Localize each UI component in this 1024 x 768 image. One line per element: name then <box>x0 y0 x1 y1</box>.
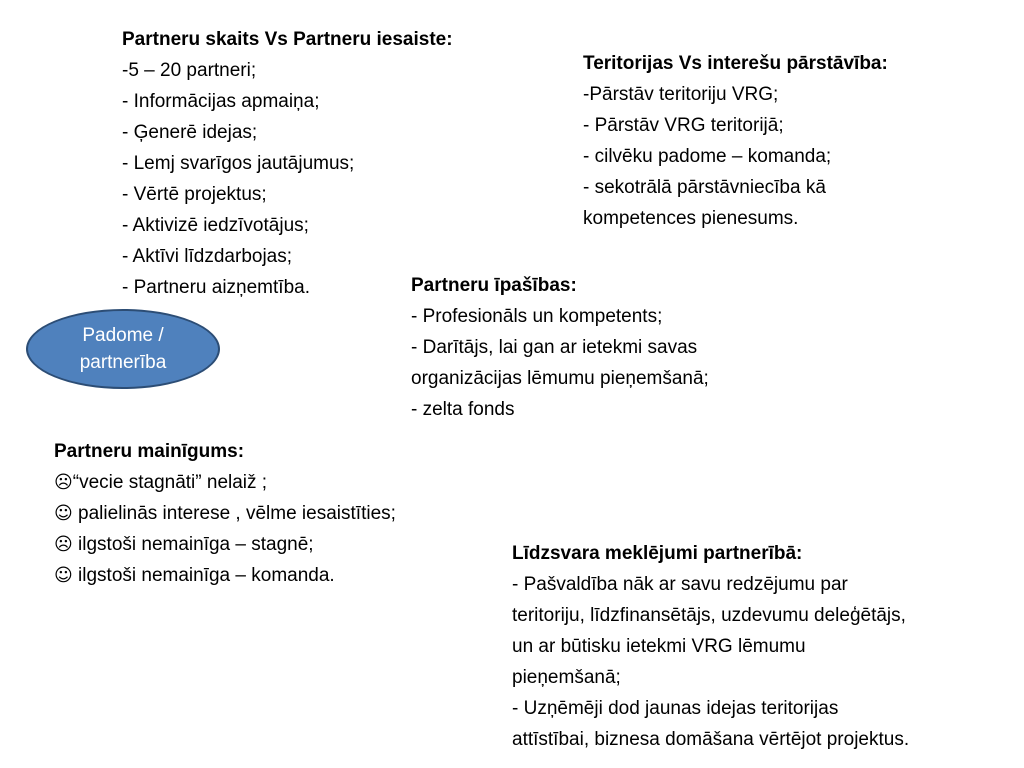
properties-item: organizācijas lēmumu pieņemšanā; <box>411 368 709 389</box>
balance-title: Līdzsvara meklējumi partnerībā: <box>512 543 803 564</box>
partner-count-item: - Ģenerē idejas; <box>122 122 258 143</box>
partner-count-item: - Aktīvi līdzdarbojas; <box>122 246 293 267</box>
variability-item <box>54 529 396 560</box>
variability-item-text: ilgstoši nemainīga – stagnē; <box>72 534 314 555</box>
territories-item: - sekotrālā pārstāvniecība kā <box>583 177 826 198</box>
properties-block <box>411 270 709 425</box>
council-partnership-ellipse <box>26 309 220 389</box>
balance-item: - Uzņēmēji dod jaunas idejas teritorijas <box>512 698 839 719</box>
balance-block <box>512 538 909 755</box>
partner-count-item: - Aktivizē iedzīvotājus; <box>122 215 309 236</box>
balance-item: un ar būtisku ietekmi VRG lēmumu <box>512 636 806 657</box>
properties-item: - Profesionāls un kompetents; <box>411 306 663 327</box>
partner-count-block <box>122 24 453 303</box>
territories-item: -Pārstāv teritoriju VRG; <box>583 84 779 105</box>
variability-item <box>54 560 396 591</box>
partner-count-item: -5 – 20 partneri; <box>122 60 257 81</box>
partner-count-item: - Partneru aizņemtība. <box>122 277 310 298</box>
partner-count-item: - Vērtē projektus; <box>122 184 267 205</box>
balance-item: attīstībai, biznesa domāšana vērtējot projektus. <box>512 729 910 750</box>
territories-item: kompetences pienesums. <box>583 208 799 229</box>
balance-item: - Pašvaldība nāk ar savu redzējumu par <box>512 574 848 595</box>
territories-item: - cilvēku padome – komanda; <box>583 146 832 167</box>
variability-item-text: ilgstoši nemainīga – komanda. <box>72 565 335 586</box>
variability-item <box>54 498 396 529</box>
balance-item: teritoriju, līdzfinansētājs, uzdevumu deleģētājs, <box>512 605 906 626</box>
variability-block <box>54 436 396 591</box>
frown-icon: ☹ <box>54 472 73 493</box>
properties-title: Partneru īpašības: <box>411 275 577 296</box>
ellipse-label-line1: Padome / <box>82 325 164 346</box>
smile-icon: ☺ <box>54 565 73 586</box>
territories-block <box>583 48 888 234</box>
variability-title: Partneru mainīgums: <box>54 441 245 462</box>
properties-item: - zelta fonds <box>411 399 515 420</box>
partner-count-item: - Lemj svarīgos jautājumus; <box>122 153 355 174</box>
territories-title: Teritorijas Vs interešu pārstāvība: <box>583 53 888 74</box>
variability-item-text: palielinās interese , vēlme iesaistīties; <box>72 503 396 524</box>
territories-item: - Pārstāv VRG teritorijā; <box>583 115 784 136</box>
partner-count-item: - Informācijas apmaiņa; <box>122 91 320 112</box>
frown-icon: ☹ <box>54 534 73 555</box>
variability-item <box>54 467 396 498</box>
smile-icon: ☺ <box>54 503 73 524</box>
properties-item: - Darītājs, lai gan ar ietekmi savas <box>411 337 698 358</box>
balance-item: pieņemšanā; <box>512 667 621 688</box>
ellipse-label-line2: partnerība <box>79 352 167 373</box>
partner-count-title: Partneru skaits Vs Partneru iesaiste: <box>122 29 453 50</box>
variability-item-text: “vecie stagnāti” nelaiž ; <box>72 472 268 493</box>
